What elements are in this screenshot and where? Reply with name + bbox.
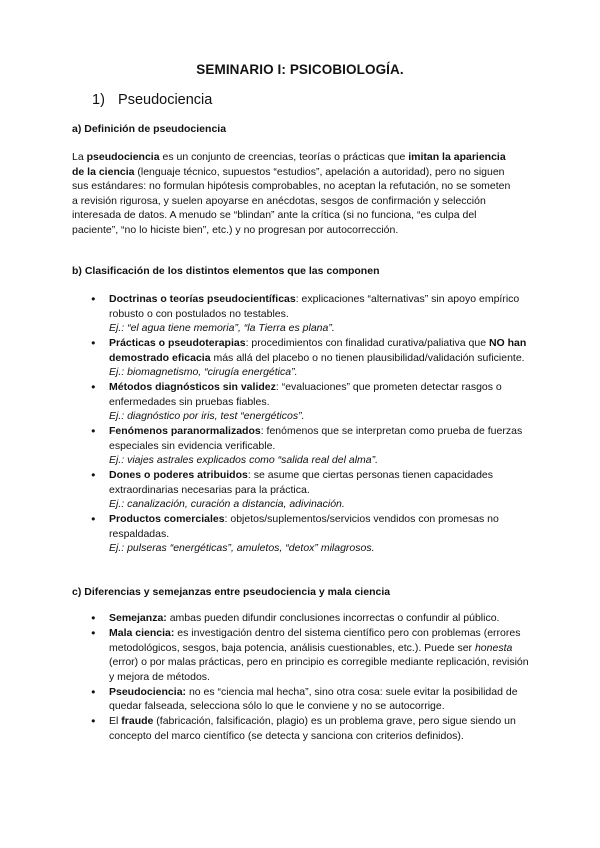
item-example: Ej.: “el agua tiene memoria”, “la Tierra es plana”. xyxy=(109,322,335,334)
differences-list xyxy=(72,611,532,744)
item-example: Ej.: viajes astrales explicados como “salida real del alma”. xyxy=(109,454,379,466)
subheading-classification: b) Clasificación de los distintos elementos que las componen xyxy=(72,265,380,277)
item-text: : “evaluaciones” que prometen detectar rasgos o enfermedades sin pruebas fiables. xyxy=(109,381,502,408)
document-title: SEMINARIO I: PSICOBIOLOGÍA. xyxy=(196,62,404,77)
item-term: Dones o poderes atribuidos xyxy=(109,469,248,481)
list-item xyxy=(72,380,532,424)
item-text: El xyxy=(109,715,122,727)
list-item xyxy=(72,424,532,468)
item-text: es investigación dentro del sistema científico pero con problemas (errores metodológicos, sesgos, baja potencia, análisis cuestionables, etc.). Puede ser xyxy=(109,627,521,654)
text-run: La xyxy=(72,151,87,163)
text-run: es un conjunto de creencias, teorías o prácticas que xyxy=(159,151,409,163)
item-term: Doctrinas o teorías pseudocientíficas xyxy=(109,293,296,305)
item-term: fraude xyxy=(121,715,154,727)
item-text: : procedimientos con finalidad curativa/paliativa que xyxy=(245,337,489,349)
item-text: ambas pueden difundir conclusiones incorrectas o confundir al público. xyxy=(166,612,500,624)
section-title: Pseudociencia xyxy=(118,92,213,108)
item-text: (error) o por malas prácticas, pero en principio es corregible mediante replicación, revisión y mejora de métodos. xyxy=(109,656,529,683)
list-item xyxy=(72,626,532,684)
item-example: Ej.: canalización, curación a distancia, adivinación. xyxy=(109,498,345,510)
list-item xyxy=(72,611,532,626)
item-text: no es “ciencia mal hecha”, sino otra cosa: suele evitar la posibilidad de quedar falseada, selecciona sólo lo que le conviene y no se autocorrige. xyxy=(109,685,518,712)
section-number: 1) xyxy=(92,92,105,108)
subheading-definition: a) Definición de pseudociencia xyxy=(72,123,227,135)
list-item xyxy=(72,468,532,512)
item-text: : se asume que ciertas personas tienen capacidades extraordinarias necesarias para la práctica. xyxy=(109,469,494,496)
subheading-differences: c) Diferencias y semejanzas entre pseudociencia y mala ciencia xyxy=(72,586,391,598)
item-example: Ej.: diagnóstico por iris, test “energéticos”. xyxy=(109,410,305,422)
item-text: : fenómenos que se interpretan como prueba de fuerzas especiales sin evidencia verificable. xyxy=(109,425,523,452)
item-italic: honesta xyxy=(474,641,513,654)
bold-phrase: imitan la apariencia de la ciencia xyxy=(72,151,506,178)
text-run: (lenguaje técnico, supuestos “estudios”, apelación a autoridad), pero no siguen sus estándares: no formulan hipótesis comprobables, no aceptan la refutación, no se someten a revisión rigurosa, y suelen apoyarse en anécdotas, sesgos de confirmación y selección interesada de datos. A menudo se “blindan” ante la crítica (si no funciona, “es culpa del paciente”, “no lo hiciste bien”, etc.) y no progresan por autocorrección. xyxy=(72,165,511,236)
item-example: Ej.: pulseras “energéticas”, amuletos, “detox” milagrosos. xyxy=(109,542,375,554)
item-bold-phrase: NO han demostrado eficacia xyxy=(109,337,527,364)
list-item xyxy=(72,685,532,714)
definition-paragraph xyxy=(72,150,512,238)
list-item xyxy=(72,292,532,336)
item-example: Ej.: biomagnetismo, “cirugía energética”. xyxy=(109,366,298,378)
term-pseudociencia: pseudociencia xyxy=(86,151,160,163)
list-item xyxy=(72,512,532,556)
item-text: más allá del placebo o no tienen plausibilidad/validación suficiente. xyxy=(210,351,525,364)
item-term: Semejanza: xyxy=(109,612,167,624)
item-text: (fabricación, falsificación, plagio) es un problema grave, pero sigue siendo un concepto del marco científico (se detecta y sanciona con criterios definidos). xyxy=(109,715,516,742)
item-term: Mala ciencia: xyxy=(109,627,175,639)
item-text: : objetos/suplementos/servicios vendidos con promesas no respaldadas. xyxy=(109,513,499,540)
item-term: Fenómenos paranormalizados xyxy=(109,425,261,437)
classification-list xyxy=(72,292,532,556)
item-text: : explicaciones “alternativas” sin apoyo empírico robusto o con postulados no testables. xyxy=(109,293,520,320)
list-item xyxy=(72,714,532,743)
item-term: Métodos diagnósticos sin validez xyxy=(109,381,276,393)
section-heading xyxy=(92,92,212,108)
item-term: Prácticas o pseudoterapias xyxy=(109,337,246,349)
list-item xyxy=(72,336,532,380)
item-term: Pseudociencia: xyxy=(109,685,187,698)
item-term: Productos comerciales xyxy=(109,513,225,525)
